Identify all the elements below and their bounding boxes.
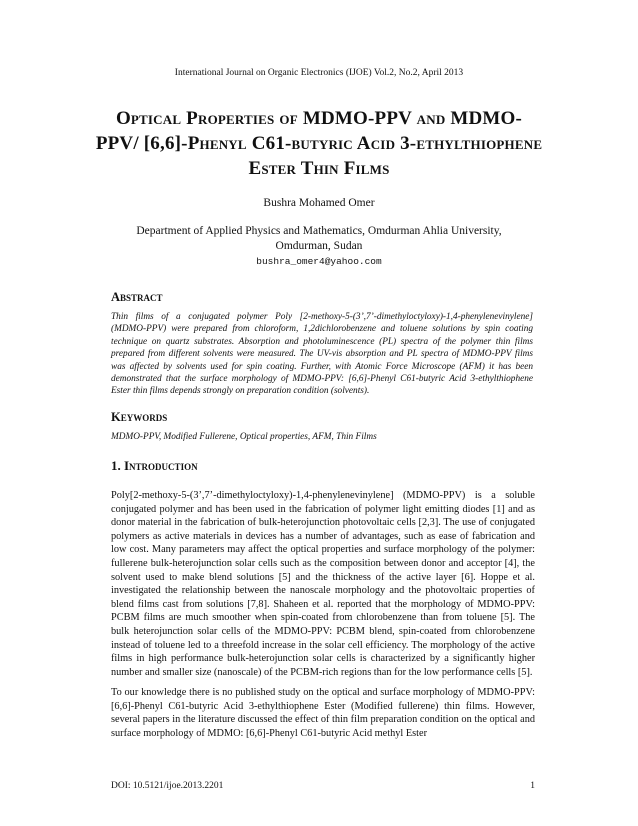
page-number: 1 xyxy=(530,781,535,791)
author-name: Bushra Mohamed Omer xyxy=(263,197,375,209)
abstract-heading: Abstract xyxy=(111,290,163,304)
footer-doi: DOI: 10.5121/ijoe.2013.2201 xyxy=(111,781,224,791)
keywords-text: MDMO-PPV, Modified Fullerene, Optical properties, AFM, Thin Films xyxy=(111,432,377,442)
introduction-paragraph-1: Poly[2-methoxy-5-(3’,7’-dimethyloctyloxy)-1,4-phenylenevinylene] (MDMO-PPV) is a soluble conjugated polymer and has been used in the fabrication of polymer light emitting diodes [1] and as donor material in the fabrication of bulk-heterojunction photovoltaic cells [2,3]. The use of conjugated polymers as active materials in devices has a number of advantages, such as ease of fabrication and low cost. Many parameters may affect the optical properties and surface morphology of the polymer: fullerene bulk-heterojunction solar cells such as the composition between donor and acceptor [4], the solvent used to make blend solutions [5] and the thickness of the active layer [6]. Hoppe et al. investigated the relationship between the nanoscale morphology and the photovoltaic properties of blend films cast from solutions [7,8]. Shaheen et al. reported that the morphology of MDMO-PPV: PCBM films are much smoother when spin-coated from chlorobenzene than from toluene [5]. The bulk heterojunction solar cells of the MDMO-PPV: PCBM blend, spin-coated from chlorobenzene instead of toluene led to a threefold increase in the solar cell efficiency. The morphology of the active films in high performance bulk-heterojunction solar cells is characterized by a significantly higher number and smaller size (nanoscale) of the PCBM-rich regions than for the low performance cells [5]. xyxy=(111,490,535,678)
author-affiliation: Department of Applied Physics and Mathematics, Omdurman Ahlia University, Omdurman, Sudan xyxy=(136,225,502,252)
introduction-heading: 1. Introduction xyxy=(111,458,198,473)
journal-header: International Journal on Organic Electronics (IJOE) Vol.2, No.2, April 2013 xyxy=(174,68,464,78)
abstract-text: Thin films of a conjugated polymer Poly [2-methoxy-5-(3’,7’-dimethyloctyloxy)-1,4-phenylenevinylene] (MDMO-PPV) were prepared from chloroform, 1,2dichlorobenzene and toluene solutions by spin coating technique on quartz substrates. Absorption and photoluminescence (PL) spectra of the polymer thin films prepared from different solvents were measured. The UV-vis absorption and PL spectra of MDMO-PPV films was affected by solvents used for spin coating. Further, with Atomic Force Microscope (AFM) it has been demonstrated that the surface morphology of MDMO-PPV: [6,6]-Phenyl C61-butyric Acid 3-ethylthiophene Ester thin films depends strongly on preparation condition (solvents). xyxy=(111,312,533,397)
author-email: bushra_omer4@yahoo.com xyxy=(256,256,382,267)
introduction-paragraph-2: To our knowledge there is no published study on the optical and surface morphology of MDMO-PPV: [6,6]-Phenyl C61-butyric Acid 3-ethylthiophene Ester (Modified fullerene) thin films. However, several papers in the literature discussed the effect of thin film preparation condition on the optical and surface morphology of MDMO: [6,6]-Phenyl C61-butyric Acid methyl Ester xyxy=(111,687,535,739)
paper-title: Optical Properties of MDMO-PPV and MDMO-PPV/ [6,6]-Phenyl C61-butyric Acid 3-ethylthiophene Ester Thin Films xyxy=(95,108,543,179)
keywords-heading: Keywords xyxy=(111,410,168,424)
